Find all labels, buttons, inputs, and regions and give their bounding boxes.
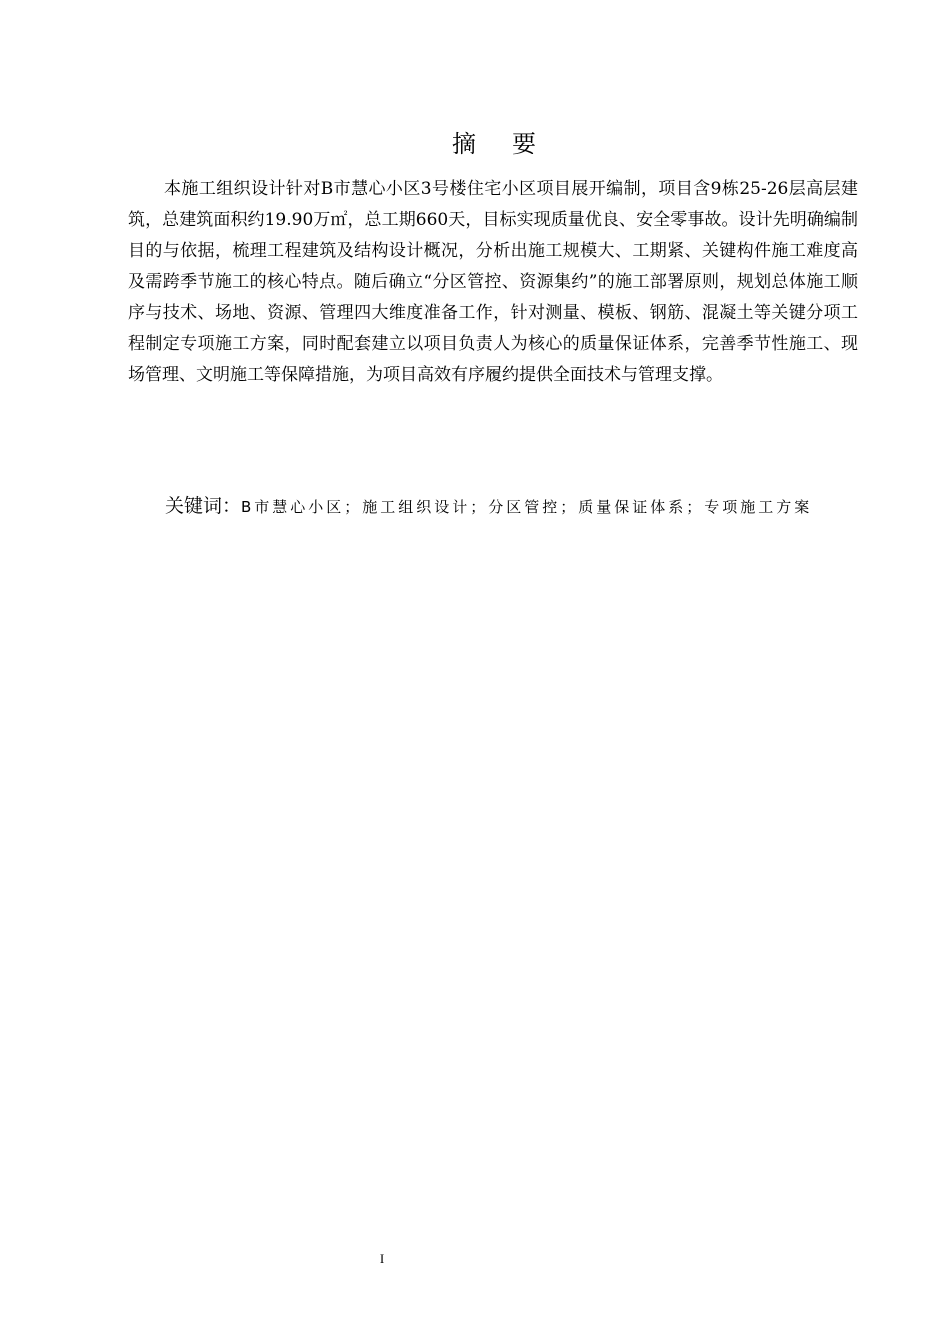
keywords-section	[128, 490, 863, 524]
keywords-text: B市慧心小区；施工组织设计；分区管控；质量保证体系；专项施工方案	[241, 498, 813, 516]
title-part-2: 要	[512, 130, 538, 158]
page-title	[0, 128, 950, 160]
abstract-section	[128, 174, 858, 391]
page-number: I	[379, 1251, 385, 1266]
title-part-1: 摘	[452, 130, 478, 158]
abstract-paragraph: 本施工组织设计针对B市慧心小区3号楼住宅小区项目展开编制，项目含9栋25-26层高层建筑，总建筑面积约19.90万㎡，总工期660天，目标实现质量优良、安全零事故。设计先明确编制目的与依据，梳理工程建筑及结构设计概况，分析出施工规模大、工期紧、关键构件施工难度高及需跨季节施工的核心特点。随后确立“分区管控、资源集约”的施工部署原则，规划总体施工顺序与技术、场地、资源、管理四大维度准备工作，针对测量、模板、钢筋、混凝土等关键分项工程制定专项施工方案，同时配套建立以项目负责人为核心的质量保证体系，完善季节性施工、现场管理、文明施工等保障措施，为项目高效有序履约提供全面技术与管理支撑。	[128, 179, 858, 385]
keywords-label: 关键词：	[165, 495, 242, 517]
